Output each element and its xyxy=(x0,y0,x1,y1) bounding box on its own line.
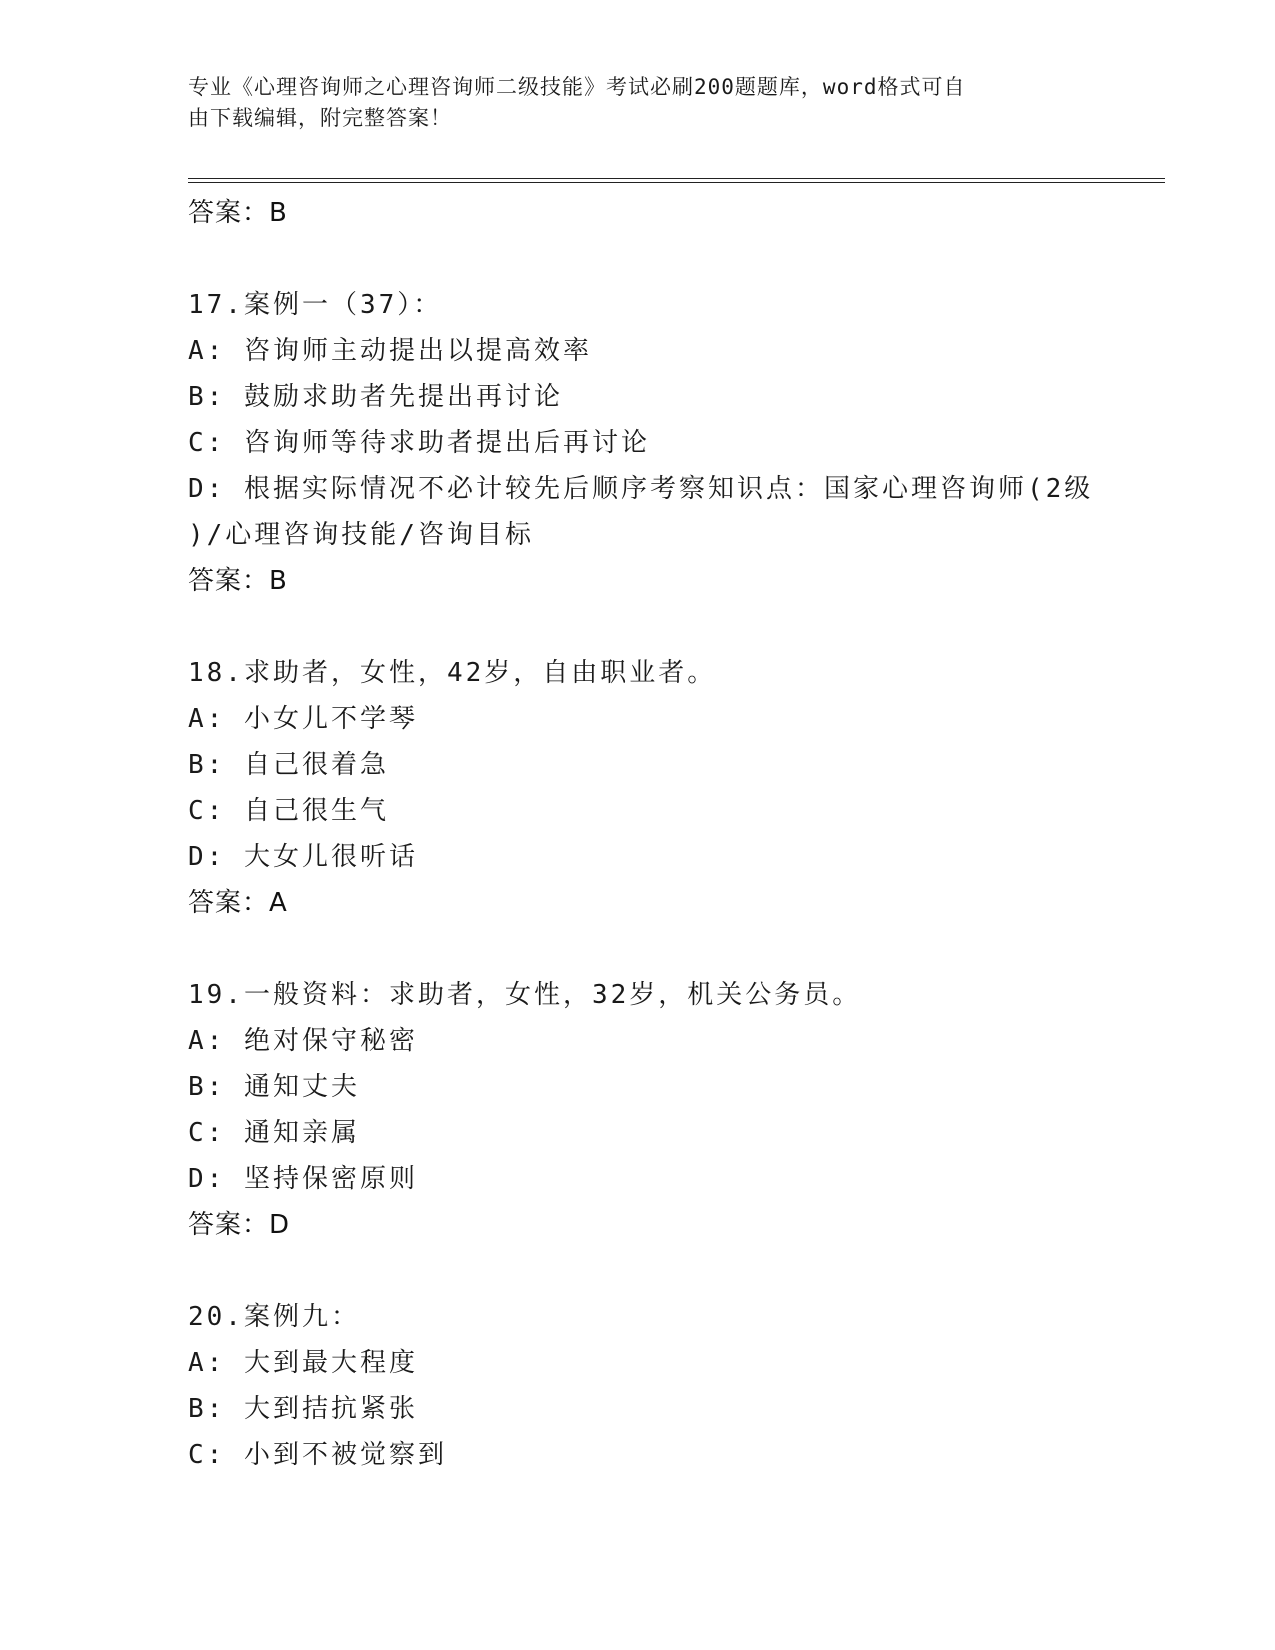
option-b: B: 自己很着急 xyxy=(188,750,389,780)
answer-line: 答案：D xyxy=(188,1210,291,1240)
document-header xyxy=(188,72,1088,134)
option-d: D: 大女儿很听话 xyxy=(188,842,418,872)
option-b: B: 通知丈夫 xyxy=(188,1072,360,1102)
spacer xyxy=(188,604,1088,650)
option-c: C: 咨询师等待求助者提出后再讨论 xyxy=(188,428,650,458)
question-stem: 17.案例一（37）： xyxy=(188,290,443,320)
answer-line: 答案：A xyxy=(188,888,288,918)
question-stem: 18.求助者，女性，42岁，自由职业者。 xyxy=(188,658,717,688)
question-list xyxy=(188,190,1094,1478)
header-line-1: 专业《心理咨询师之心理咨询师二级技能》考试必刷200题题库，word格式可自 xyxy=(188,75,966,99)
option-d-continued: )/心理咨询技能/咨询目标 xyxy=(188,520,534,550)
answer-line: 答案：B xyxy=(188,566,288,596)
option-b: B: 鼓励求助者先提出再讨论 xyxy=(188,382,563,412)
spacer xyxy=(188,926,1088,972)
option-d: D: 坚持保密原则 xyxy=(188,1164,418,1194)
question-18 xyxy=(188,650,1088,926)
question-stem: 20.案例九： xyxy=(188,1302,360,1332)
option-c: C: 小到不被觉察到 xyxy=(188,1440,447,1470)
spacer xyxy=(188,236,1088,282)
question-17 xyxy=(188,282,1094,604)
option-d: D: 根据实际情况不必计较先后顺序考察知识点：国家心理咨询师(2级 xyxy=(188,474,1094,504)
header-line-2: 由下载编辑，附完整答案！ xyxy=(188,106,452,130)
question-20 xyxy=(188,1294,1088,1478)
question-stem: 19.一般资料：求助者，女性，32岁，机关公务员。 xyxy=(188,980,862,1010)
option-b: B: 大到拮抗紧张 xyxy=(188,1394,418,1424)
option-a: A: 绝对保守秘密 xyxy=(188,1026,418,1056)
option-a: A: 大到最大程度 xyxy=(188,1348,418,1378)
option-a: A: 小女儿不学琴 xyxy=(188,704,418,734)
header-divider xyxy=(188,178,1165,183)
question-19 xyxy=(188,972,1088,1248)
answer-line: 答案：B xyxy=(188,198,288,228)
option-a: A: 咨询师主动提出以提高效率 xyxy=(188,336,592,366)
option-c: C: 通知亲属 xyxy=(188,1118,360,1148)
spacer xyxy=(188,1248,1088,1294)
option-c: C: 自己很生气 xyxy=(188,796,389,826)
